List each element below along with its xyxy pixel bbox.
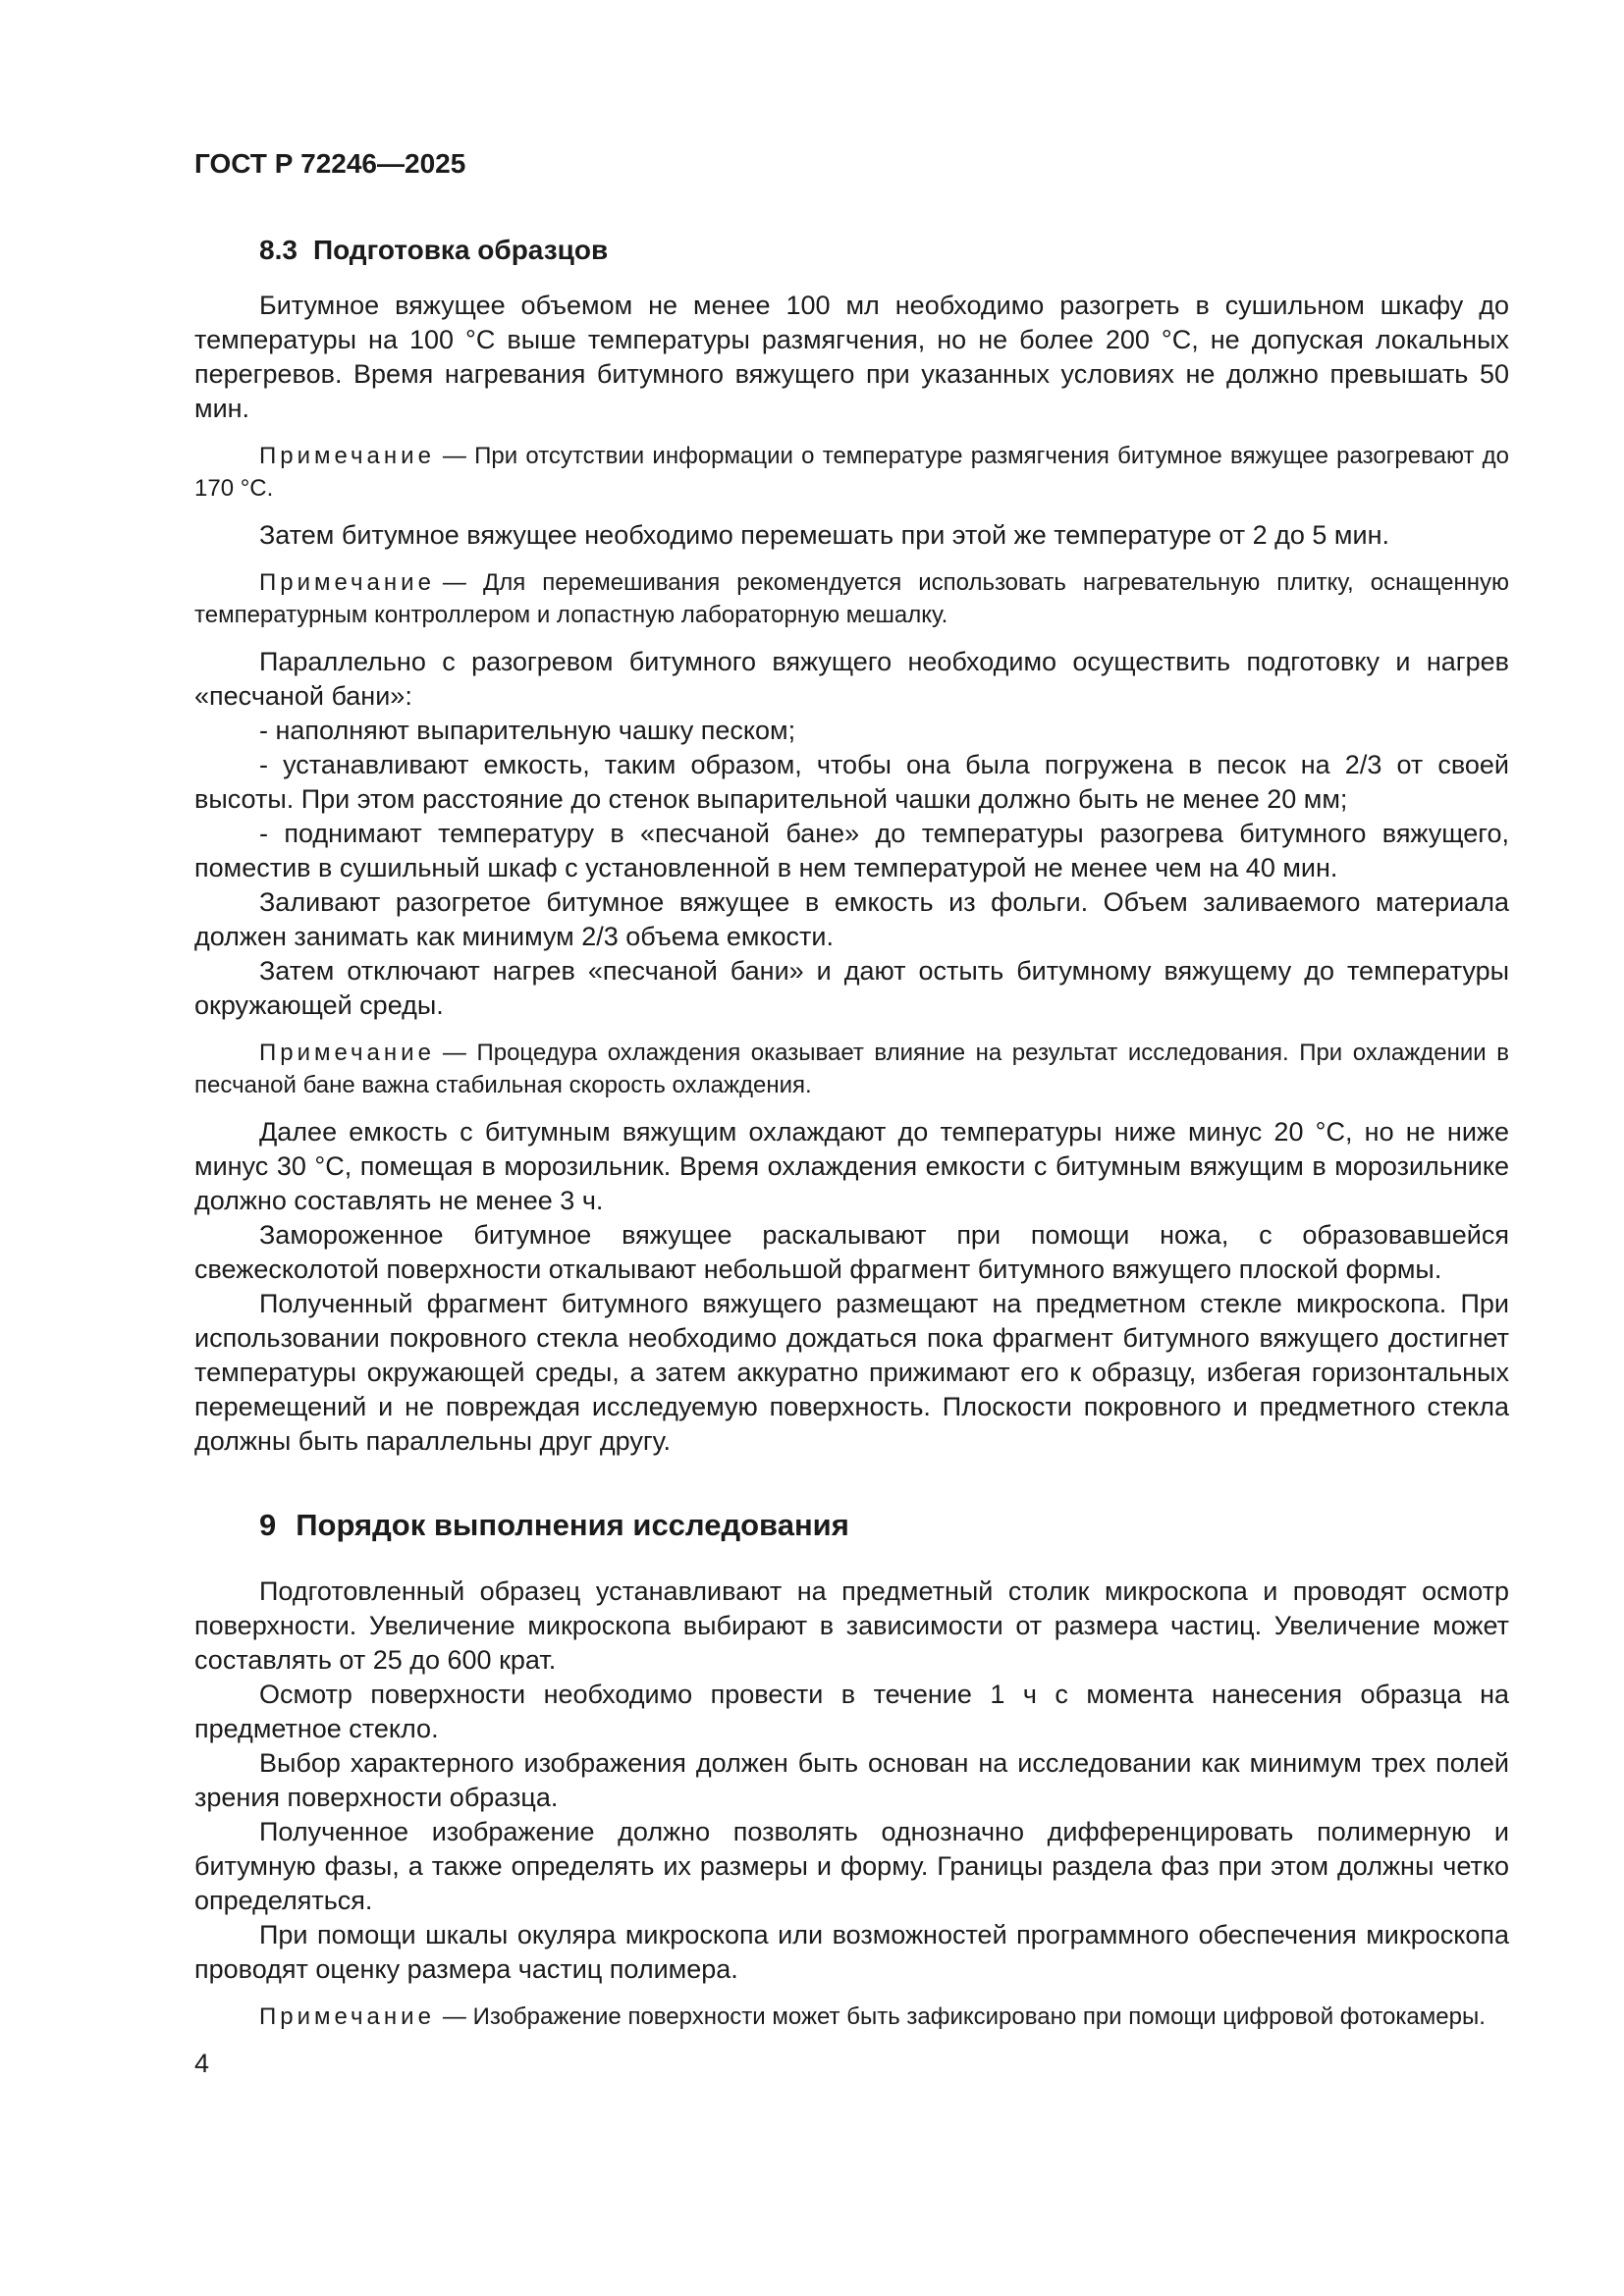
- list-item: - наполняют выпарительную чашку песком;: [259, 716, 796, 745]
- paragraph: Полученный фрагмент битумного вяжущего размещают на предметном стекле микроскопа. При использовании покровного стекла необходимо дождаться пока фрагмент битумного вяжущего достигнет температуры окружающей среды, а затем аккуратно прижимают его к образцу, избегая горизонтальных перемещений и не повреждая исследуемую поверхность. Плоскости покровного и предметного стекла должны быть параллельны друг другу.: [194, 1289, 1509, 1456]
- note-text: — Процедура охлаждения оказывает влияние на результат исследования. При охлаждении в песчаной бане важна стабильная скорость охлаждения.: [194, 1040, 1509, 1098]
- paragraph: Подготовленный образец устанавливают на предметный столик микроскопа и проводят осмотр поверхности. Увеличение микроскопа выбирают в зависимости от размера частиц. Увеличение может составлять от 25 до 600 крат.: [194, 1576, 1509, 1675]
- paragraph: Выбор характерного изображения должен быть основан на исследовании как минимум трех полей зрения поверхности образца.: [194, 1748, 1509, 1812]
- paragraph: Далее емкость с битумным вяжущим охлаждают до температуры ниже минус 20 °С, но не ниже минус 30 °С, помещая в морозильник. Время охлаждения емкости с битумным вяжущим в морозильнике должно составлять не менее 3 ч.: [194, 1117, 1509, 1215]
- note-label: Примечание: [259, 443, 435, 469]
- note: [194, 440, 1509, 505]
- running-header: ГОСТ Р 72246—2025: [194, 148, 466, 179]
- note-text: — При отсутствии информации о температуре размягчения битумное вяжущее разогревают до 170 °С.: [194, 443, 1509, 502]
- section-8-3-number: 8.3: [259, 235, 298, 265]
- paragraph: Битумное вяжущее объемом не менее 100 мл необходимо разогреть в сушильном шкафу до температуры на 100 °С выше температуры размягчения, но не более 200 °С, не допуская локальных перегревов. Время нагревания битумного вяжущего при указанных условиях не должно превышать 50 мин.: [194, 291, 1509, 423]
- note: [194, 2001, 1509, 2033]
- note: [194, 566, 1509, 631]
- note-label: Примечание: [259, 569, 435, 596]
- paragraph: Заливают разогретое битумное вяжущее в емкость из фольги. Объем заливаемого материала должен занимать как минимум 2/3 объема емкости.: [194, 887, 1509, 951]
- section-9-number: 9: [259, 1508, 277, 1542]
- note-text: — Изображение поверхности может быть зафиксировано при помощи цифровой фотокамеры.: [442, 2003, 1486, 2030]
- list-item: - поднимают температуру в «песчаной бане» до температуры разогрева битумного вяжущего, поместив в сушильный шкаф с установленной в нем температурой не менее чем на 40 мин.: [194, 819, 1509, 882]
- paragraph: Осмотр поверхности необходимо провести в течение 1 ч с момента нанесения образца на предметное стекло.: [194, 1680, 1509, 1743]
- note-text: — Для перемешивания рекомендуется использовать нагревательную плитку, оснащенную температурным контроллером и лопастную лабораторную мешалку.: [194, 569, 1509, 628]
- paragraph: Затем отключают нагрев «песчаной бани» и дают остыть битумному вяжущему до температуры окружающей среды.: [194, 956, 1509, 1020]
- section-9-heading: [194, 1506, 1509, 1545]
- paragraph: Затем битумное вяжущее необходимо перемешать при этой же температуре от 2 до 5 мин.: [259, 520, 1389, 550]
- paragraph: При помощи шкалы окуляра микроскопа или возможностей программного обеспечения микроскопа проводят оценку размера частиц полимера.: [194, 1920, 1509, 1984]
- note-label: Примечание: [259, 2003, 435, 2030]
- paragraph: Параллельно с разогревом битумного вяжущего необходимо осуществить подготовку и нагрев «песчаной бани»:: [194, 647, 1509, 711]
- section-9-title: Порядок выполнения исследования: [296, 1508, 849, 1542]
- list-item: - устанавливают емкость, таким образом, чтобы она была погружена в песок на 2/3 от своей высоты. При этом расстояние до стенок выпарительной чашки должно быть не менее 20 мм;: [194, 750, 1509, 814]
- section-8-3-title: Подготовка образцов: [312, 235, 609, 265]
- note: [194, 1037, 1509, 1101]
- note-label: Примечание: [259, 1040, 435, 1066]
- section-8-3-heading: [194, 234, 1509, 267]
- paragraph: Полученное изображение должно позволять однозначно дифференцировать полимерную и битумную фазы, а также определять их размеры и форму. Границы раздела фаз при этом должны четко определяться.: [194, 1817, 1509, 1915]
- page-number: 4: [194, 2049, 210, 2078]
- paragraph: Замороженное битумное вяжущее раскалывают при помощи ножа, с образовавшейся свежесколотой поверхности откалывают небольшой фрагмент битумного вяжущего плоской формы.: [194, 1220, 1509, 1284]
